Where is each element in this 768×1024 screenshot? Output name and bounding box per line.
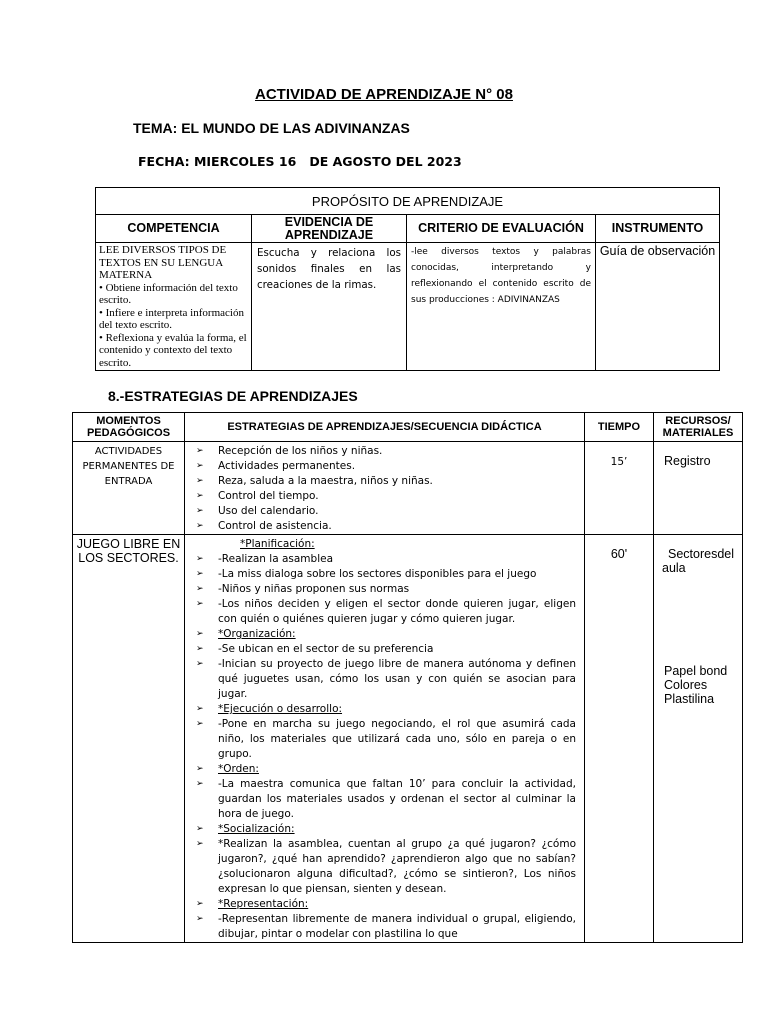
list-item-text: *Socialización:	[218, 823, 295, 835]
tiempo-entrada: 15’	[585, 442, 654, 535]
arrow-bullet-icon: ➢	[196, 584, 204, 594]
arrow-bullet-icon: ➢	[196, 506, 204, 516]
list-item-text: -Pone en marcha su juego negociando, el rol que asumirá cada niño, los materiales que utilizará cada uno, sólo en pareja o en grupo.	[218, 718, 576, 760]
instrumento-cell: Guía de observación	[596, 243, 720, 371]
recursos-sectores: Sectores del	[668, 547, 735, 561]
arrow-bullet-icon: ➢	[196, 704, 204, 714]
list-item-text: -Niños y niñas proponen sus normas	[218, 583, 410, 595]
list-item	[188, 627, 576, 642]
list-item	[188, 777, 576, 822]
materiales-list	[664, 664, 727, 706]
arrow-bullet-icon: ➢	[196, 779, 204, 789]
list-item: ➢ Control del tiempo.	[188, 489, 576, 504]
header-momentos: MOMENTOS PEDAGÓGICOS	[73, 413, 185, 442]
arrow-bullet-icon: ➢	[196, 521, 204, 531]
list-item: ➢ Uso del calendario.	[188, 504, 576, 519]
list-item	[188, 717, 576, 762]
list-item-text: *Ejecución o desarrollo:	[218, 703, 343, 715]
list-item-text: -La maestra comunica que faltan 10’ para concluir la actividad, guardan los materiales usados y ordenan el sector al culminar la hora de juego.	[218, 778, 576, 820]
date-line: FECHA: MIERCOLES 16 DE AGOSTO DEL 2023	[138, 154, 462, 169]
list-item	[188, 597, 576, 627]
list-item	[188, 912, 576, 942]
header-instrumento: INSTRUMENTO	[596, 215, 720, 243]
evidencia-cell: Escucha y relaciona los sonidos finales en las creaciones de la rimas.	[252, 243, 407, 371]
recursos-entrada: Registro	[654, 442, 743, 535]
purpose-title: PROPÓSITO DE APRENDIZAJE	[96, 188, 720, 215]
list-item-text: -Realizan la asamblea	[218, 553, 334, 565]
arrow-bullet-icon: ➢	[196, 476, 204, 486]
arrow-bullet-icon: ➢	[196, 719, 204, 729]
list-item-text: *Organización:	[218, 628, 296, 640]
purpose-table	[95, 187, 720, 371]
list-item: ➢ Actividades permanentes.	[188, 459, 576, 474]
arrow-bullet-icon: ➢	[196, 824, 204, 834]
recursos-juego	[654, 535, 743, 943]
momento-actividades: ACTIVIDADES PERMANENTES DE ENTRADA	[73, 442, 185, 535]
list-item-text: -Inician su proyecto de juego libre de manera autónoma y definen qué juguetes usan, cómo los usan y con quién se asocian para jugar.	[218, 658, 576, 700]
list-item: ➢ Reza, saluda a la maestra, niños y niñas.	[188, 474, 576, 489]
list-item	[188, 582, 576, 597]
juego-items	[188, 552, 576, 942]
arrow-bullet-icon: ➢	[196, 446, 204, 456]
strategies-table	[72, 412, 743, 943]
arrow-bullet-icon: ➢	[196, 599, 204, 609]
list-item	[188, 552, 576, 567]
arrow-bullet-icon: ➢	[196, 554, 204, 564]
list-item-text: *Orden:	[218, 763, 259, 775]
competencia-cell	[96, 243, 252, 371]
list-item	[188, 567, 576, 582]
momento-juego-libre: JUEGO LIBRE EN LOS SECTORES.	[73, 535, 185, 943]
document-title: ACTIVIDAD DE APRENDIZAJE N° 08	[255, 86, 513, 103]
list-item	[188, 837, 576, 897]
list-item-text: *Realizan la asamblea, cuentan al grupo ¿a qué jugaron? ¿cómo jugaron?, ¿qué han aprendido? ¿aprendieron algo que no sabían? ¿solucionaron alguna dificultad?, ¿cómo se sintieron?, Los niños expresan lo que piensan, sienten y desean.	[218, 838, 576, 895]
arrow-bullet-icon: ➢	[196, 491, 204, 501]
header-tiempo: TIEMPO	[585, 413, 654, 442]
material-item: Papel bond	[664, 664, 728, 678]
list-item: ➢ Control de asistencia.	[188, 519, 576, 534]
header-evidencia: EVIDENCIA DE APRENDIZAJE	[252, 215, 407, 243]
competencia-line: • Infiere e interpreta información del texto escrito.	[99, 306, 244, 331]
arrow-bullet-icon: ➢	[196, 659, 204, 669]
header-criterio: CRITERIO DE EVALUACIÓN	[407, 215, 596, 243]
competencia-line: • Reflexiona y evalúa la forma, el contenido y contexto del texto escrito.	[99, 331, 247, 369]
list-item-text: *Representación:	[218, 898, 309, 910]
arrow-bullet-icon: ➢	[196, 764, 204, 774]
header-competencia: COMPETENCIA	[96, 215, 252, 243]
arrow-bullet-icon: ➢	[196, 914, 204, 924]
list-item	[188, 702, 576, 717]
strategy-list-entrada	[185, 442, 585, 535]
list-item-text: -Los niños deciden y eligen el sector donde quieren jugar, eligen con quién o quiénes quieren jugar y cómo quieren jugar.	[218, 598, 576, 625]
topic-line: TEMA: EL MUNDO DE LAS ADIVINANZAS	[133, 120, 410, 136]
recursos-aula: aula	[662, 561, 686, 575]
list-item-text: -Representan libremente de manera individual o grupal, eligiendo, dibujar, pintar o modelar con plastilina lo que	[218, 913, 576, 940]
criterio-cell: -lee diversos textos y palabras conocidas, interpretando y reflexionando el contenido escrito de sus producciones : ADIVINANZAS	[407, 243, 596, 371]
material-item: Plastilina	[664, 692, 715, 706]
arrow-bullet-icon: ➢	[196, 644, 204, 654]
header-estrategias: ESTRATEGIAS DE APRENDIZAJES/SECUENCIA DIDÁCTICA	[185, 413, 585, 442]
arrow-bullet-icon: ➢	[196, 629, 204, 639]
competencia-line: • Obtiene información del texto escrito.	[99, 281, 238, 306]
arrow-bullet-icon: ➢	[196, 839, 204, 849]
list-item: ➢ Recepción de los niños y niñas.	[188, 444, 576, 459]
list-item: *Planificación:	[240, 538, 315, 550]
strategy-list-juego	[185, 535, 585, 943]
header-recursos: RECURSOS/ MATERIALES	[654, 413, 743, 442]
list-item	[188, 657, 576, 702]
arrow-bullet-icon: ➢	[196, 569, 204, 579]
list-item-text: -La miss dialoga sobre los sectores disponibles para el juego	[218, 568, 537, 580]
section-title: 8.-ESTRATEGIAS DE APRENDIZAJES	[108, 388, 358, 404]
list-item	[188, 822, 576, 837]
material-item: Colores	[664, 678, 708, 692]
list-item	[188, 642, 576, 657]
list-item	[188, 897, 576, 912]
competencia-line: LEE DIVERSOS TIPOS DE TEXTOS EN SU LENGUA MATERNA	[99, 244, 227, 281]
list-item	[188, 762, 576, 777]
arrow-bullet-icon: ➢	[196, 461, 204, 471]
list-item-text: -Se ubican en el sector de su preferencia	[218, 643, 434, 655]
arrow-bullet-icon: ➢	[196, 899, 204, 909]
tiempo-juego: 60'	[585, 535, 654, 943]
